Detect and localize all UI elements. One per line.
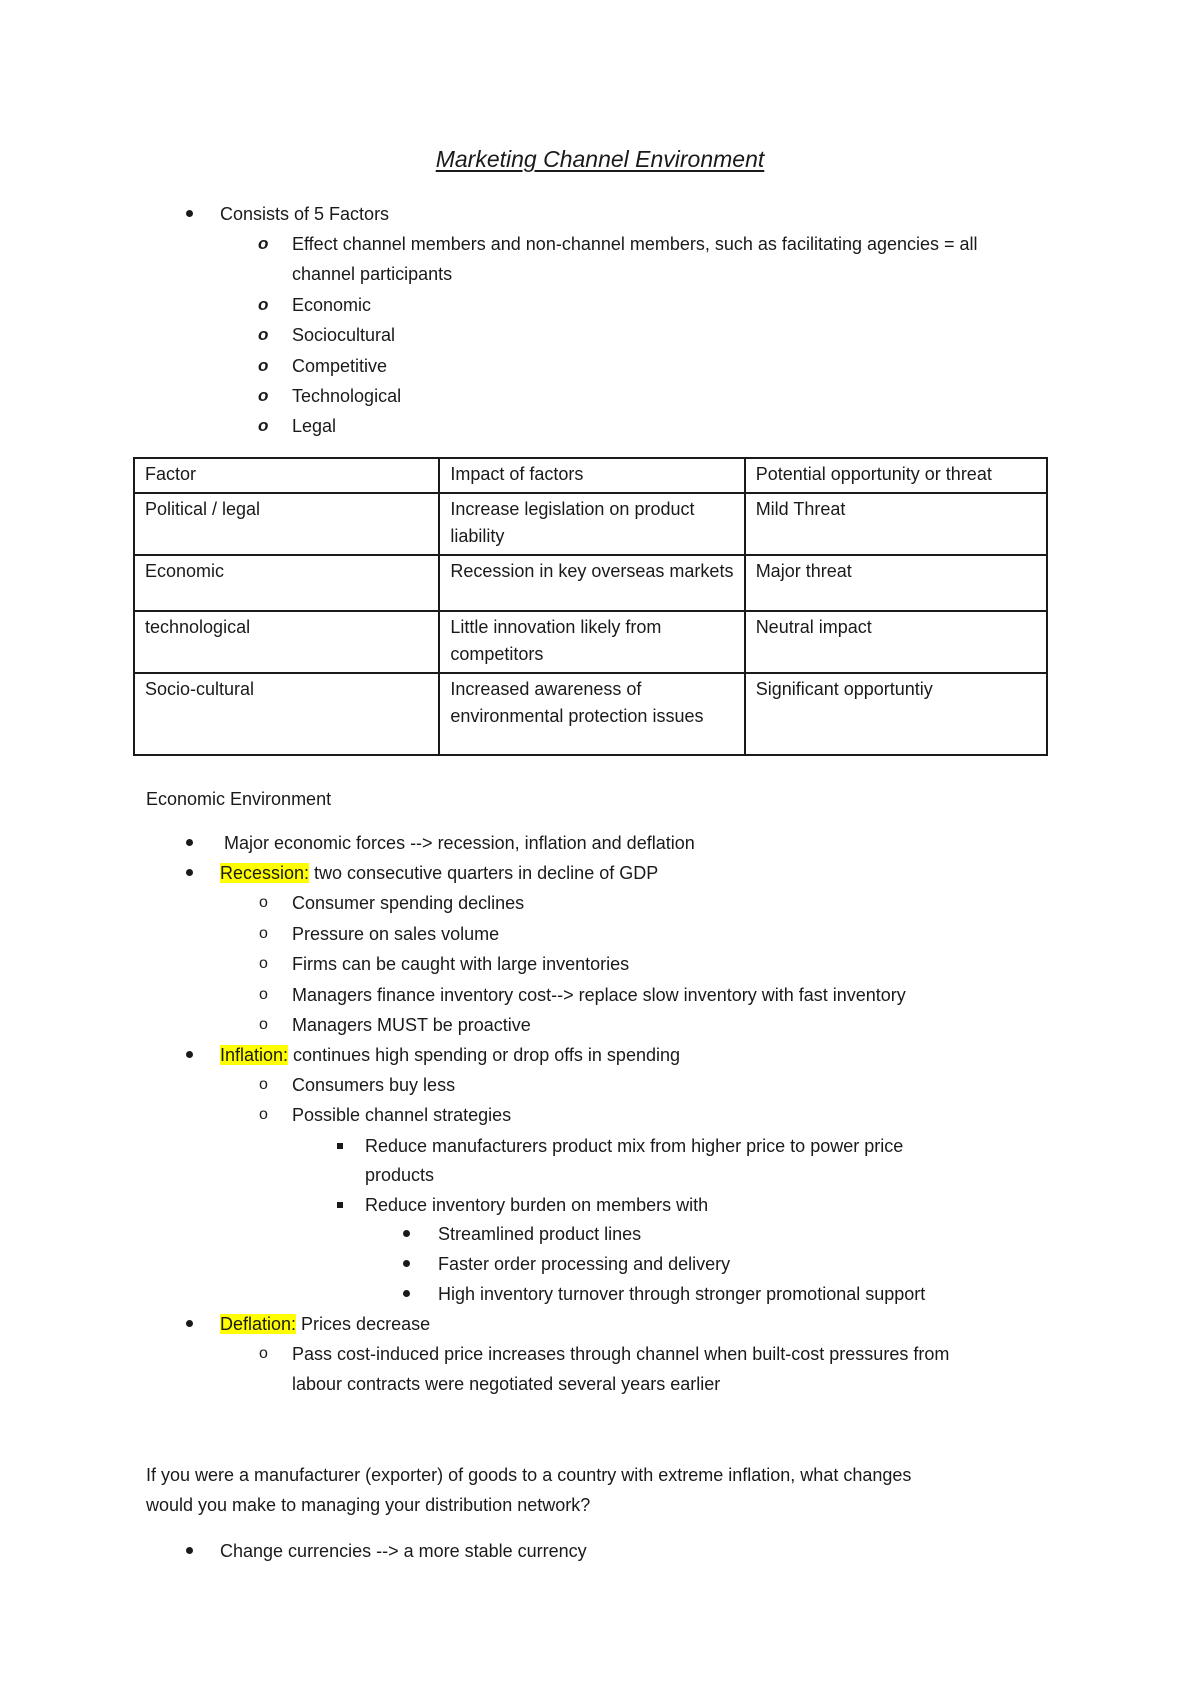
list-item: Consumers buy less (292, 1075, 456, 1095)
table-cell: Increase legislation on product liability (439, 493, 744, 555)
list-item-continuation: labour contracts were negotiated several years earlier (292, 1374, 721, 1394)
list-item: Reduce inventory burden on members with (365, 1195, 709, 1215)
list-item: Reduce manufacturers product mix from higher price to power price (365, 1136, 904, 1156)
list-item: Faster order processing and delivery (438, 1254, 731, 1274)
highlighted-term: Recession: (220, 863, 310, 883)
bullet-dot (403, 1260, 410, 1267)
list-item-text: two consecutive quarters in decline of GDP (309, 863, 659, 883)
table-cell: Recession in key overseas markets (439, 555, 744, 611)
sub-bullet-marker: o (259, 894, 268, 911)
bullet-dot (186, 1547, 193, 1554)
table-cell: Increased awareness of environmental protection issues (439, 673, 744, 755)
list-item: Technological (292, 386, 402, 406)
list-item (220, 858, 658, 888)
list-item: Pass cost-induced price increases through channel when built-cost pressures from (292, 1344, 950, 1364)
table-header-cell: Factor (134, 458, 439, 493)
list-item: Managers MUST be proactive (292, 1015, 531, 1035)
bullet-dot (403, 1230, 410, 1237)
table-cell: Mild Threat (745, 493, 1047, 555)
list-item: Change currencies --> a more stable currency (220, 1541, 587, 1561)
bullet-dot (186, 210, 193, 217)
table-row (134, 673, 1047, 755)
sub-bullet-marker: o (258, 416, 269, 435)
table-cell: technological (134, 611, 439, 673)
bullet-dot (403, 1290, 410, 1297)
highlighted-term: Inflation: (220, 1045, 289, 1065)
list-item: Pressure on sales volume (292, 924, 500, 944)
sub-bullet-marker: o (258, 356, 269, 375)
list-item: Consists of 5 Factors (220, 204, 390, 224)
sub-bullet-marker: o (259, 1345, 268, 1362)
list-item: High inventory turnover through stronger promotional support (438, 1284, 926, 1304)
list-item: Effect channel members and non-channel members, such as facilitating agencies = all (292, 234, 978, 254)
list-item: Firms can be caught with large inventories (292, 954, 630, 974)
list-item: Competitive (292, 356, 388, 376)
list-item: Major economic forces --> recession, inflation and deflation (224, 833, 695, 853)
highlighted-term: Deflation: (220, 1314, 297, 1334)
list-item-continuation: products (365, 1165, 435, 1185)
table-cell: Socio-cultural (134, 673, 439, 755)
sub-bullet-marker: o (259, 986, 268, 1003)
list-item-text: Prices decrease (296, 1314, 431, 1334)
sub-bullet-marker: o (258, 234, 269, 253)
list-item: Possible channel strategies (292, 1105, 512, 1125)
sub-bullet-marker: o (258, 386, 269, 405)
table-cell: Major threat (745, 555, 1047, 611)
list-item (220, 1309, 430, 1339)
sub-bullet-marker: o (259, 925, 268, 942)
sub-bullet-marker: o (258, 325, 269, 344)
list-item (220, 1040, 680, 1070)
bullet-dot (186, 1051, 193, 1058)
list-item: Consumer spending declines (292, 893, 525, 913)
list-item: Streamlined product lines (438, 1224, 642, 1244)
table-row (134, 611, 1047, 673)
list-item: Sociocultural (292, 325, 396, 345)
list-item: Legal (292, 416, 337, 436)
table-header-cell: Potential opportunity or threat (745, 458, 1047, 493)
question-text: If you were a manufacturer (exporter) of goods to a country with extreme inflation, what changes (146, 1465, 912, 1485)
list-item-continuation: channel participants (292, 264, 453, 284)
table-cell: Significant opportuntiy (745, 673, 1047, 755)
square-bullet (337, 1202, 343, 1208)
sub-bullet-marker: o (259, 1016, 268, 1033)
sub-bullet-marker: o (259, 1076, 268, 1093)
square-bullet (337, 1143, 343, 1149)
sub-bullet-marker: o (259, 1106, 268, 1123)
table-cell: Economic (134, 555, 439, 611)
factors-table (133, 457, 1048, 756)
list-item: Economic (292, 295, 372, 315)
question-text-continuation: would you make to managing your distribution network? (146, 1495, 591, 1515)
table-row (134, 555, 1047, 611)
section-heading: Economic Environment (146, 789, 332, 809)
table-header-cell: Impact of factors (439, 458, 744, 493)
bullet-dot (186, 869, 193, 876)
bullet-dot (186, 1320, 193, 1327)
sub-bullet-marker: o (258, 295, 269, 314)
table-row (134, 493, 1047, 555)
list-item: Managers finance inventory cost--> replace slow inventory with fast inventory (292, 985, 906, 1005)
bullet-dot (186, 839, 193, 846)
sub-bullet-marker: o (259, 955, 268, 972)
table-cell: Political / legal (134, 493, 439, 555)
list-item-text: continues high spending or drop offs in spending (288, 1045, 680, 1065)
table-cell: Neutral impact (745, 611, 1047, 673)
table-cell: Little innovation likely from competitors (439, 611, 744, 673)
page-title: Marketing Channel Environment (435, 146, 765, 172)
table-header-row (134, 458, 1047, 493)
